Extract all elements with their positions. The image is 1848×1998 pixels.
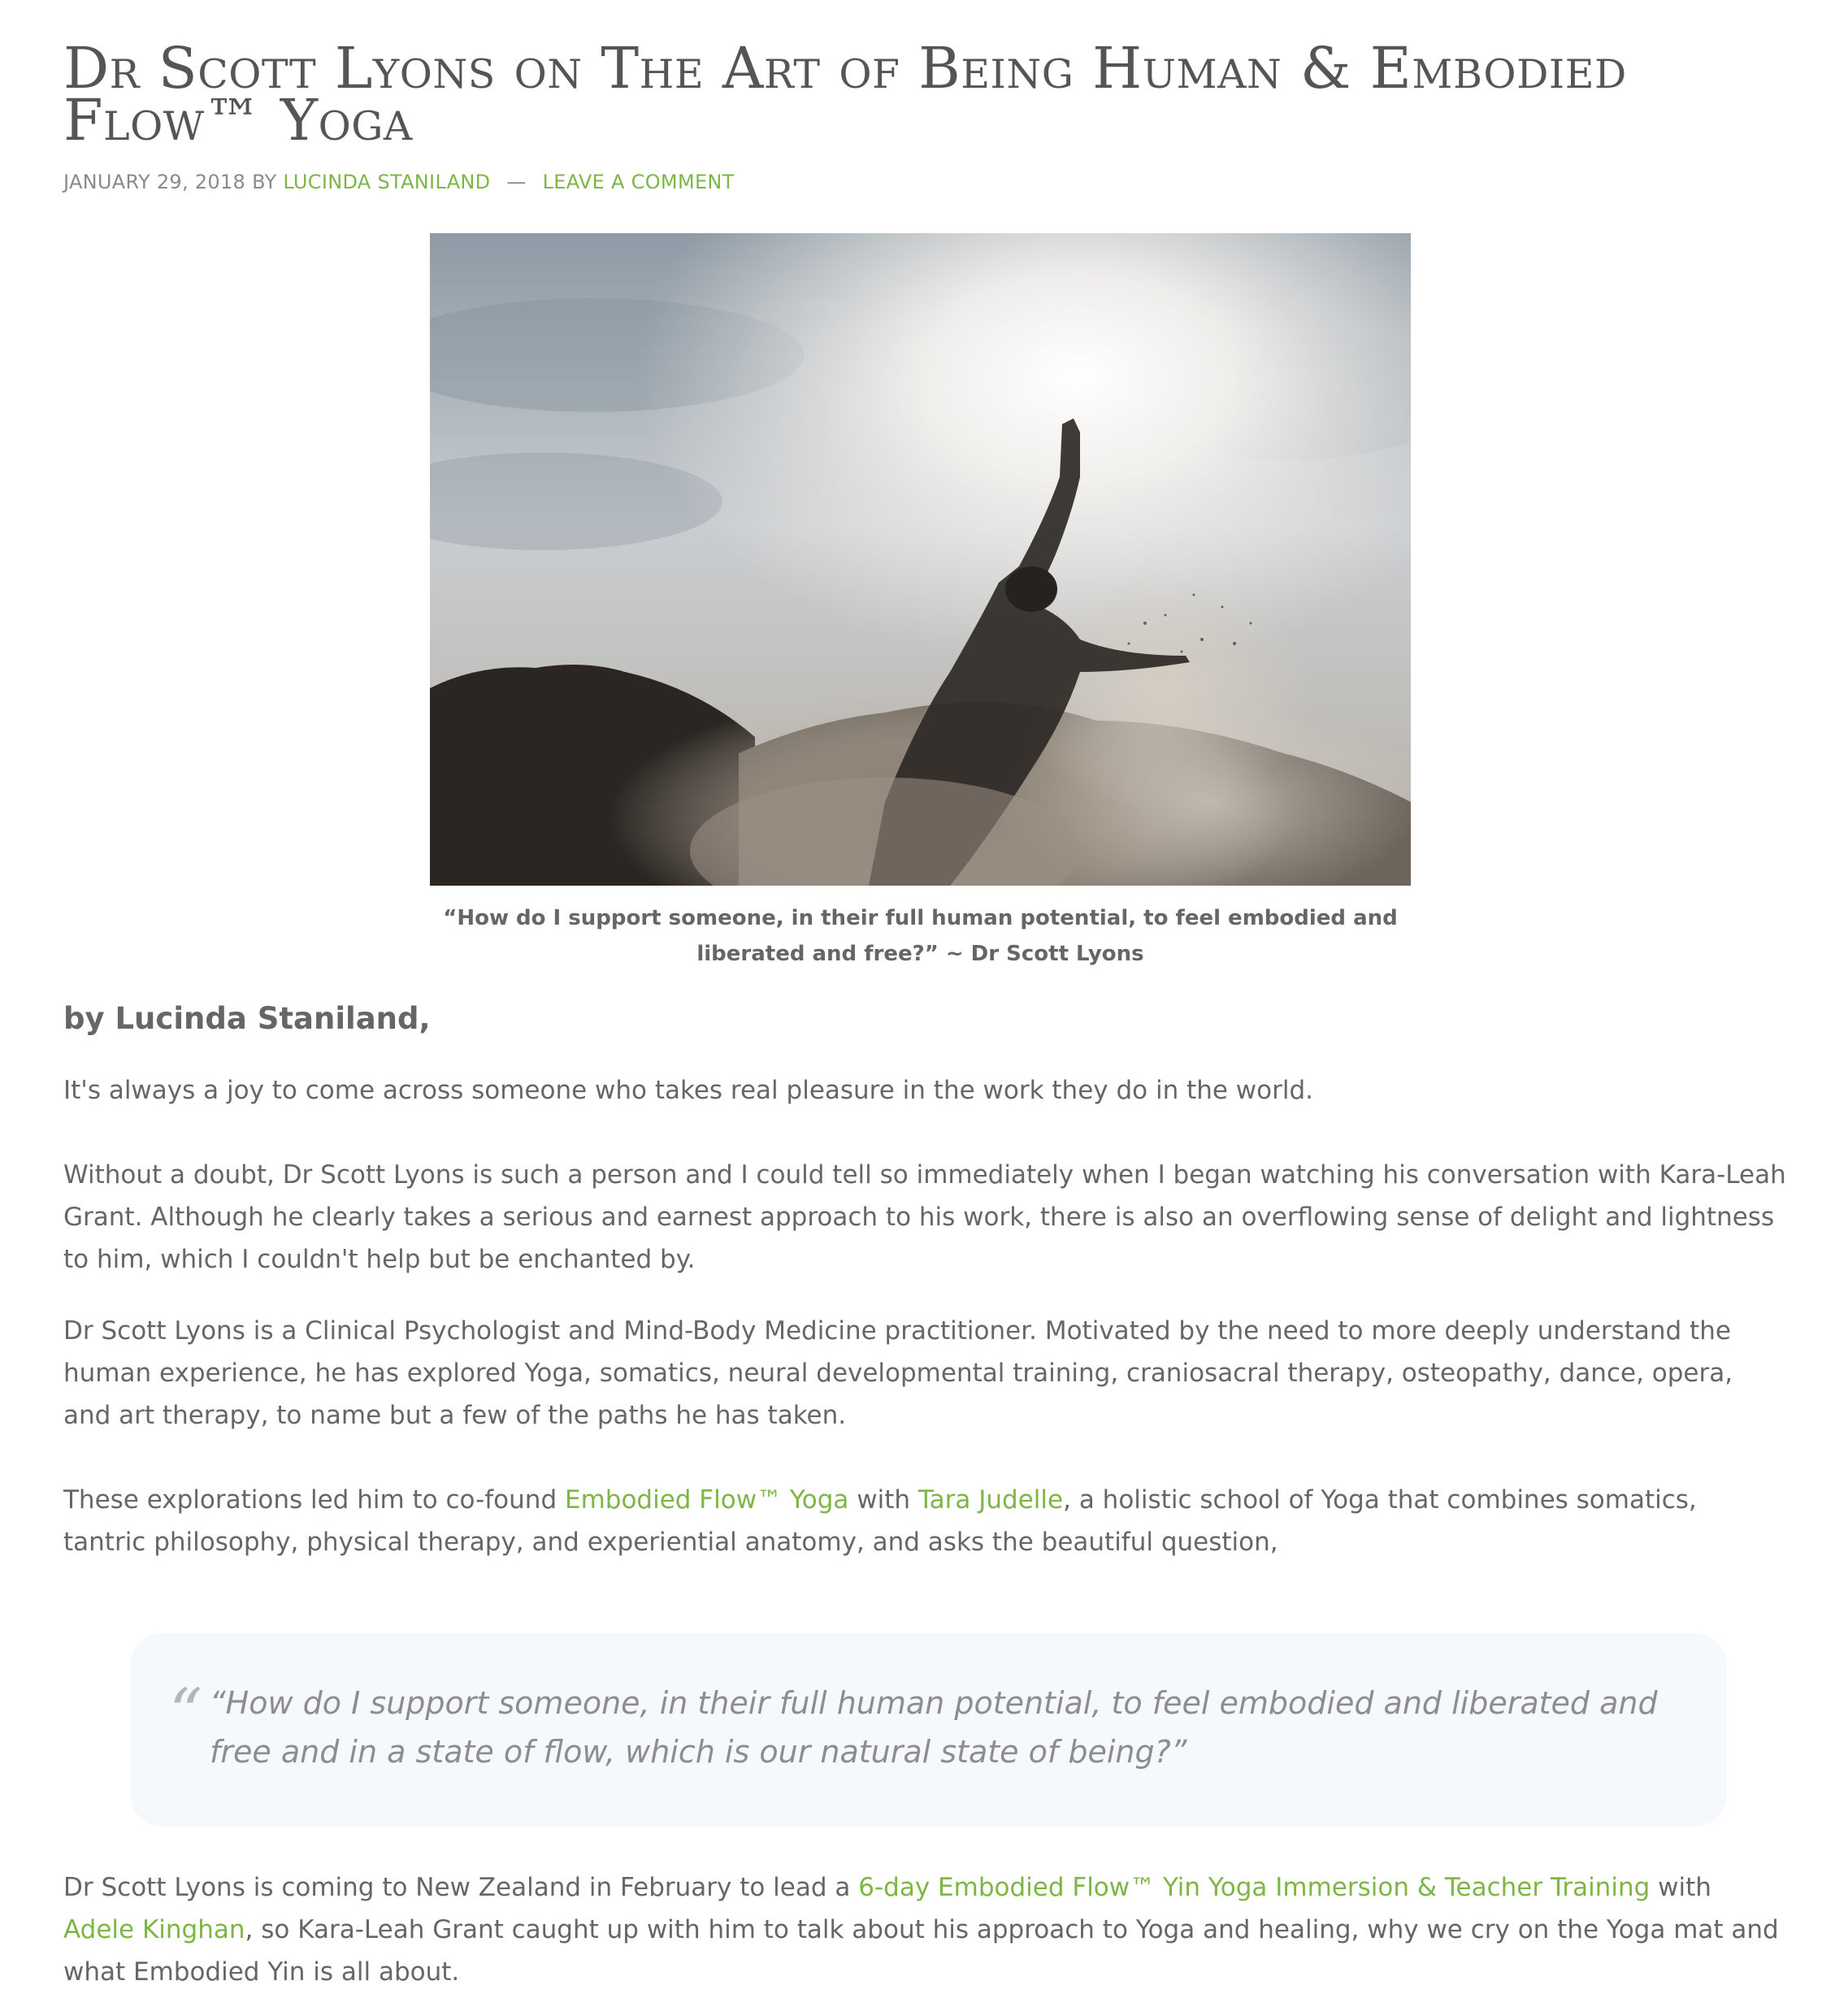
paragraph-2: Without a doubt, Dr Scott Lyons is such a person and I could tell so immediately when I began watching his conversation with Kara-Leah Grant. Although he clearly takes a serious and earnest approach to his work, there is also an overflowing sense of delight and lightness to him, which I couldn't help but be enchanted by. — [63, 1160, 1786, 1274]
adele-kinghan-link[interactable]: Adele Kinghan — [63, 1915, 245, 1944]
meta-separator: — — [506, 171, 527, 193]
byline: by Lucinda Staniland, — [63, 1001, 431, 1036]
paragraph-3: Dr Scott Lyons is a Clinical Psychologist and Mind-Body Medicine practitioner. Motivated by the need to more deeply understand the human experience, he has explored Yoga, somatics, neural developmental training, craniosacral therapy, osteopathy, dance, opera, and art therapy, to name but a few of the paths he has taken. — [63, 1316, 1733, 1430]
tara-judelle-link[interactable]: Tara Judelle — [917, 1485, 1064, 1515]
author-link[interactable]: LUCINDA STANILAND — [283, 171, 491, 193]
paragraph-5 — [63, 1866, 1786, 1993]
image-caption: “How do I support someone, in their full human potential, to feel embodied and liberated and free?” ~ Dr Scott Lyons — [443, 906, 1398, 966]
yin-yoga-training-link[interactable]: 6-day Embodied Flow™ Yin Yoga Immersion & Teacher Training — [858, 1873, 1651, 1902]
embodied-flow-yoga-link[interactable]: Embodied Flow™ Yoga — [564, 1485, 849, 1515]
paragraph-4-text-2: with — [848, 1485, 918, 1515]
blockquote-text: “How do I support someone, in their full human potential, to feel embodied and liberated and free and in a state of flow, which is our natural state of being?” — [210, 1685, 1658, 1770]
paragraph-4-text-3: , a holistic school of Yoga that combines somatics, tantric philosophy, physical therapy, and experiential anatomy, and asks the beautiful question, — [63, 1485, 1697, 1557]
leave-comment-link[interactable]: LEAVE A COMMENT — [542, 171, 735, 193]
paragraph-4-text-1: These explorations led him to co-found — [63, 1485, 565, 1515]
post-by: BY — [252, 171, 277, 193]
blockquote — [130, 1633, 1727, 1827]
article-header — [63, 0, 1786, 193]
quote-mark-icon: “ — [169, 1675, 202, 1750]
page-title: Dr Scott Lyons on The Art of Being Human & Embodied Flow™ Yoga — [63, 35, 1627, 154]
featured-image — [430, 233, 1411, 886]
paragraph-5-text-3: , so Kara-Leah Grant caught up with him to talk about his approach to Yoga and healing, why we cry on the Yoga mat and what Embodied Yin is all about. — [63, 1915, 1779, 1987]
paragraph-1: It's always a joy to come across someone who takes real pleasure in the work they do in the world. — [63, 1076, 1314, 1105]
paragraph-5-text-2: with — [1650, 1873, 1711, 1902]
post-meta — [63, 171, 1786, 193]
featured-figure — [430, 233, 1411, 972]
paragraph-4 — [63, 1479, 1786, 1563]
paragraph-5-text-1: Dr Scott Lyons is coming to New Zealand in February to lead a — [63, 1873, 859, 1902]
post-date: JANUARY 29, 2018 — [63, 171, 246, 193]
